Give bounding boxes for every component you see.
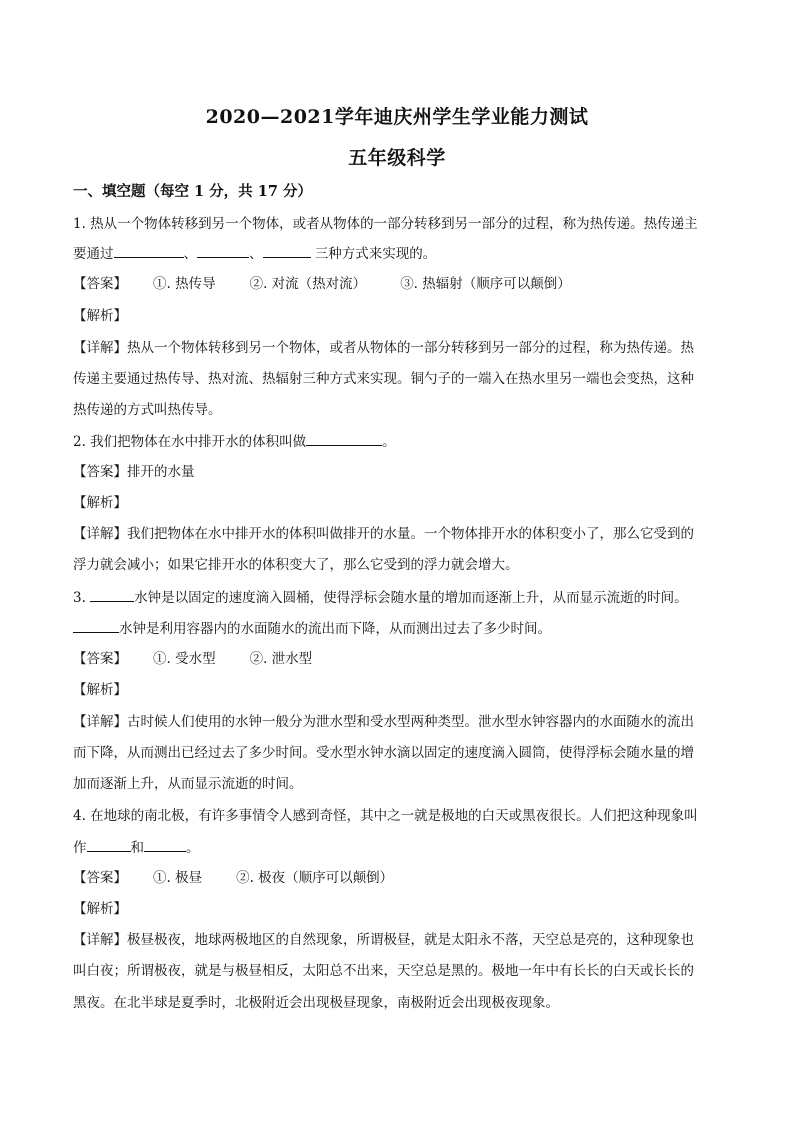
question-4-text-b: 。 <box>186 840 200 856</box>
answer-item: ②. 对流（热对流） <box>249 276 367 292</box>
answer-blank <box>73 618 119 633</box>
answer-label: 【答案】 <box>73 464 127 480</box>
detail-text: 热从一个物体转移到另一个物体，或者从物体的一部分转移到另一部分的过程，称为热传递。热 <box>127 340 694 356</box>
question-4-answer <box>73 868 723 888</box>
question-1-line-2 <box>73 243 723 264</box>
answer-blank <box>197 243 249 258</box>
detail-label: 【详解】 <box>73 714 127 730</box>
analysis-label: 【解析】 <box>73 495 127 511</box>
detail-label: 【详解】 <box>73 340 127 356</box>
answer-blank <box>306 431 382 446</box>
question-4-detail-1 <box>73 930 723 950</box>
separator: 、 <box>249 246 263 262</box>
question-3-detail-2: 而下降，从而测出已经过去了多少时间。受水型水钟水滴以固定的速度滴入圆筒，使得浮标会随水量的增 <box>73 745 694 761</box>
question-2-text-a: 2. 我们把物体在水中排开水的体积叫做 <box>73 434 307 450</box>
detail-label: 【详解】 <box>73 932 127 948</box>
question-4-text-mid: 和 <box>130 840 144 856</box>
page-title: 2020—2021学年迪庆州学生学业能力测试 <box>205 106 589 128</box>
answer-item: ①. 受水型 <box>153 651 216 667</box>
detail-text: 极昼极夜，地球两极地区的自然现象，所谓极昼，就是太阳永不落，天空总是亮的，这种现象也 <box>127 932 694 948</box>
answer-label: 【答案】 <box>73 276 127 292</box>
question-2-text-b: 。 <box>382 434 396 450</box>
answer-item: ②. 极夜（顺序可以颠倒） <box>236 870 394 886</box>
question-4-text-a: 作 <box>73 840 87 856</box>
question-3-text-b: 水钟是以固定的速度滴入圆桶，使得浮标会随水量的增加而逐渐上升，从而显示流逝的时间。 <box>134 590 688 606</box>
question-3-text-c: 水钟是利用容器内的水面随水的流出而下降，从而测出过去了多少时间。 <box>119 621 551 637</box>
answer-item: ①. 极昼 <box>153 870 203 886</box>
question-4-detail-3: 黑夜。在北半球是夏季时，北极附近会出现极昼现象，南极附近会出现极夜现象。 <box>73 995 559 1011</box>
answer-item: 排开的水量 <box>127 464 195 480</box>
question-2-detail-1 <box>73 524 723 544</box>
answer-label: 【答案】 <box>73 651 127 667</box>
answer-blank <box>90 587 134 602</box>
separator: 、 <box>183 246 197 262</box>
analysis-label: 【解析】 <box>73 901 127 917</box>
question-1-detail-1 <box>73 338 723 358</box>
answer-item: ②. 泄水型 <box>249 651 313 667</box>
question-4-detail-2: 叫白夜；所谓极夜，就是与极昼相反，太阳总不出来，天空总是黑的。极地一年中有长长的白天或长长的 <box>73 963 694 979</box>
question-1-text-b: 三种方式来实现的。 <box>310 246 437 262</box>
question-3-line-2 <box>73 618 723 639</box>
question-2-line-1 <box>73 431 723 452</box>
question-3-answer <box>73 649 723 669</box>
answer-blank <box>114 243 184 258</box>
answer-item: ③. 热辐射（顺序可以颠倒） <box>400 276 571 292</box>
section-heading: 一、填空题（每空 1 分，共 17 分） <box>73 183 312 200</box>
question-3-detail-3: 加而逐渐上升，从而显示流逝的时间。 <box>73 776 303 792</box>
analysis-label: 【解析】 <box>73 682 127 698</box>
answer-item: ①. 热传导 <box>153 276 216 292</box>
detail-label: 【详解】 <box>73 526 127 542</box>
question-2-answer <box>73 462 723 482</box>
question-1-detail-2: 传递主要通过热传导、热对流、热辐射三种方式来实现。铜勺子的一端入在热水里另一端也会变热，这种 <box>73 371 694 387</box>
question-1-line-1: 1. 热从一个物体转移到另一个物体，或者从物体的一部分转移到另一部分的过程，称为热传递。热传递主 <box>73 216 698 232</box>
question-1-answer <box>73 274 723 294</box>
answer-blank <box>87 837 131 852</box>
question-3-line-1 <box>73 587 723 608</box>
question-4-line-1: 4. 在地球的南北极，有许多事情令人感到奇怪，其中之一就是极地的白天或黑夜很长。人们把这种现象叫 <box>73 808 698 824</box>
page-subtitle: 五年级科学 <box>348 147 446 169</box>
detail-text: 古时候人们使用的水钟一般分为泄水型和受水型两种类型。泄水型水钟容器内的水面随水的流出 <box>127 714 694 730</box>
question-1-text-a: 要通过 <box>73 246 114 262</box>
question-4-line-2 <box>73 837 723 858</box>
answer-blank <box>144 837 186 852</box>
question-1-detail-3: 热传递的方式叫热传导。 <box>73 402 222 418</box>
analysis-label: 【解析】 <box>73 308 127 324</box>
question-2-detail-2: 浮力就会减小；如果它排开水的体积变大了，那么它受到的浮力就会增大。 <box>73 557 519 573</box>
question-3-text-a: 3. <box>73 590 91 606</box>
answer-label: 【答案】 <box>73 870 127 886</box>
detail-text: 我们把物体在水中排开水的体积叫做排开的水量。一个物体排开水的体积变小了，那么它受到的 <box>127 526 694 542</box>
question-3-detail-1 <box>73 712 723 732</box>
answer-blank <box>263 243 311 258</box>
